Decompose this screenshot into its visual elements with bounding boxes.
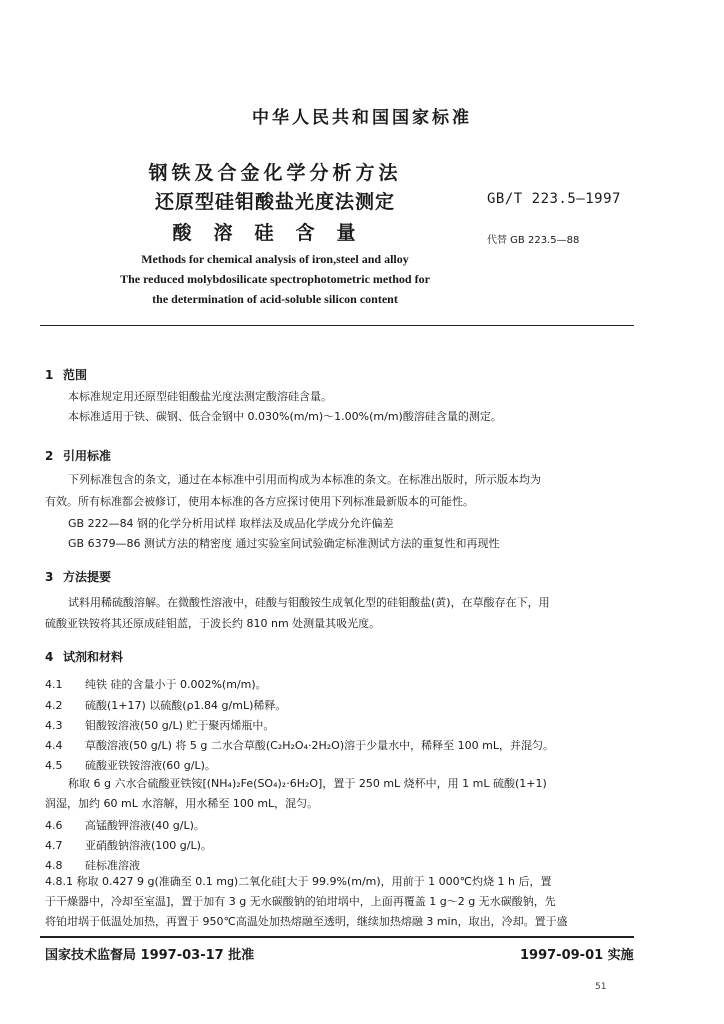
item-number: 4.5 — [45, 759, 63, 772]
section-number: 1 — [45, 368, 54, 382]
item-text: 亚硝酸钠溶液(100 g/L)。 — [85, 839, 212, 852]
section-title: 引用标准 — [63, 449, 112, 463]
section-1-paragraph-2: 本标准适用于铁、碳钢、低合金钢中 0.030%(m/m)～1.00%(m/m)酸溶硅含量的测定。 — [68, 410, 502, 423]
section-3-paragraph-line-2: 硫酸亚铁铵将其还原成硅钼蓝，于波长约 810 nm 处测量其吸光度。 — [45, 617, 381, 630]
item-text: 草酸溶液(50 g/L) 将 5 g 二水合草酸(C₂H₂O₄·2H₂O)溶于少量水中，稀释至 100 mL，并混匀。 — [85, 739, 554, 752]
item-text: 硫酸亚铁铵溶液(60 g/L)。 — [85, 759, 216, 772]
title-line-3: 酸溶硅含量 — [172, 222, 378, 244]
section-1-heading — [45, 366, 87, 383]
section-2-paragraph-line-1: 下列标准包含的条文，通过在本标准中引用而构成为本标准的条文。在标准出版时，所示版本均为 — [68, 473, 541, 486]
section-number: 4 — [45, 650, 54, 664]
item-text: 纯铁 硅的含量小于 0.002%(m/m)。 — [85, 678, 267, 691]
reagent-preparation-line-2: 润湿，加约 60 mL 水溶解，用水稀至 100 mL，混匀。 — [45, 797, 319, 810]
reagent-preparation-line-1: 称取 6 g 六水合硫酸亚铁铵[(NH₄)₂Fe(SO₄)₂·6H₂O]，置于 250 mL 烧杯中，用 1 mL 硫酸(1+1) — [68, 777, 547, 790]
section-2-heading — [45, 447, 111, 464]
section-title: 范围 — [63, 368, 88, 382]
reagent-item — [45, 676, 267, 692]
item-text: 硅标准溶液 — [85, 859, 140, 872]
reagent-item — [45, 857, 140, 873]
replaces-note: 代替 GB 223.5—88 — [487, 235, 580, 246]
section-3-paragraph-line-1: 试料用稀硫酸溶解。在微酸性溶液中，硅酸与钼酸铵生成氧化型的硅钼酸盐(黄)，在草酸存在下，用 — [68, 596, 550, 609]
procedure-4-8-1-line-1: 4.8.1 称取 0.427 9 g(准确至 0.1 mg)二氧化硅[大于 99.9%(m/m)，用前于 1 000℃灼烧 1 h 后，置 — [45, 875, 552, 888]
reagent-item — [45, 837, 212, 853]
item-number: 4.2 — [45, 699, 63, 712]
section-2-paragraph-line-2: 有效。所有标准都会被修订，使用本标准的各方应探讨使用下列标准最新版本的可能性。 — [45, 495, 474, 508]
english-title-line-1: Methods for chemical analysis of iron,steel and alloy — [141, 252, 409, 266]
section-number: 3 — [45, 570, 54, 584]
english-title-line-3: the determination of acid-soluble silicon content — [152, 292, 398, 306]
section-4-heading — [45, 648, 123, 665]
reagent-item — [45, 697, 286, 713]
reagent-item — [45, 817, 205, 833]
item-number: 4.3 — [45, 719, 63, 732]
reference-standard-1: GB 222—84 钢的化学分析用试样 取样法及成品化学成分允许偏差 — [68, 517, 394, 530]
item-text: 高锰酸钾溶液(40 g/L)。 — [85, 819, 205, 832]
item-text: 硫酸(1+17) 以硫酸(ρ1.84 g/mL)稀释。 — [85, 699, 287, 712]
implementation-date: 1997-09-01 实施 — [520, 948, 634, 963]
reagent-item — [45, 737, 554, 753]
section-title: 试剂和材料 — [63, 650, 124, 664]
section-number: 2 — [45, 449, 54, 463]
approval-line: 国家技术监督局 1997-03-17 批准 — [45, 948, 255, 963]
page-number: 51 — [595, 982, 607, 992]
footer-divider — [40, 936, 634, 938]
standard-code: GB/T 223.5—1997 — [487, 191, 621, 207]
item-number: 4.4 — [45, 739, 63, 752]
section-3-heading — [45, 568, 111, 585]
item-text: 钼酸铵溶液(50 g/L) 贮于聚丙烯瓶中。 — [85, 719, 275, 732]
reference-standard-2: GB 6379—86 测试方法的精密度 通过实验室间试验确定标准测试方法的重复性和再现性 — [68, 537, 500, 550]
procedure-4-8-1-line-3: 将铂坩埚于低温处加热，再置于 950℃高温处加热熔融至透明，继续加热熔融 3 min，取出，冷却。置于盛 — [45, 915, 568, 928]
reagent-item — [45, 717, 274, 733]
section-title: 方法提要 — [63, 570, 112, 584]
english-title-line-2: The reduced molybdosilicate spectrophotometric method for — [120, 272, 430, 286]
item-number: 4.1 — [45, 678, 63, 691]
procedure-4-8-1-line-2: 于干燥器中，冷却至室温]，置于加有 3 g 无水碳酸钠的铂坩埚中，上面再覆盖 1 g～2 g 无水碳酸钠，先 — [45, 895, 556, 908]
item-number: 4.8 — [45, 859, 63, 872]
title-line-1: 钢铁及合金化学分析方法 — [148, 162, 402, 184]
reagent-item — [45, 757, 216, 773]
title-line-2: 还原型硅钼酸盐光度法测定 — [154, 191, 395, 213]
section-1-paragraph-1: 本标准规定用还原型硅钼酸盐光度法测定酸溶硅含量。 — [68, 390, 332, 403]
item-number: 4.7 — [45, 839, 63, 852]
header-divider — [40, 325, 634, 326]
item-number: 4.6 — [45, 819, 63, 832]
standard-type-heading: 中华人民共和国国家标准 — [252, 108, 472, 128]
